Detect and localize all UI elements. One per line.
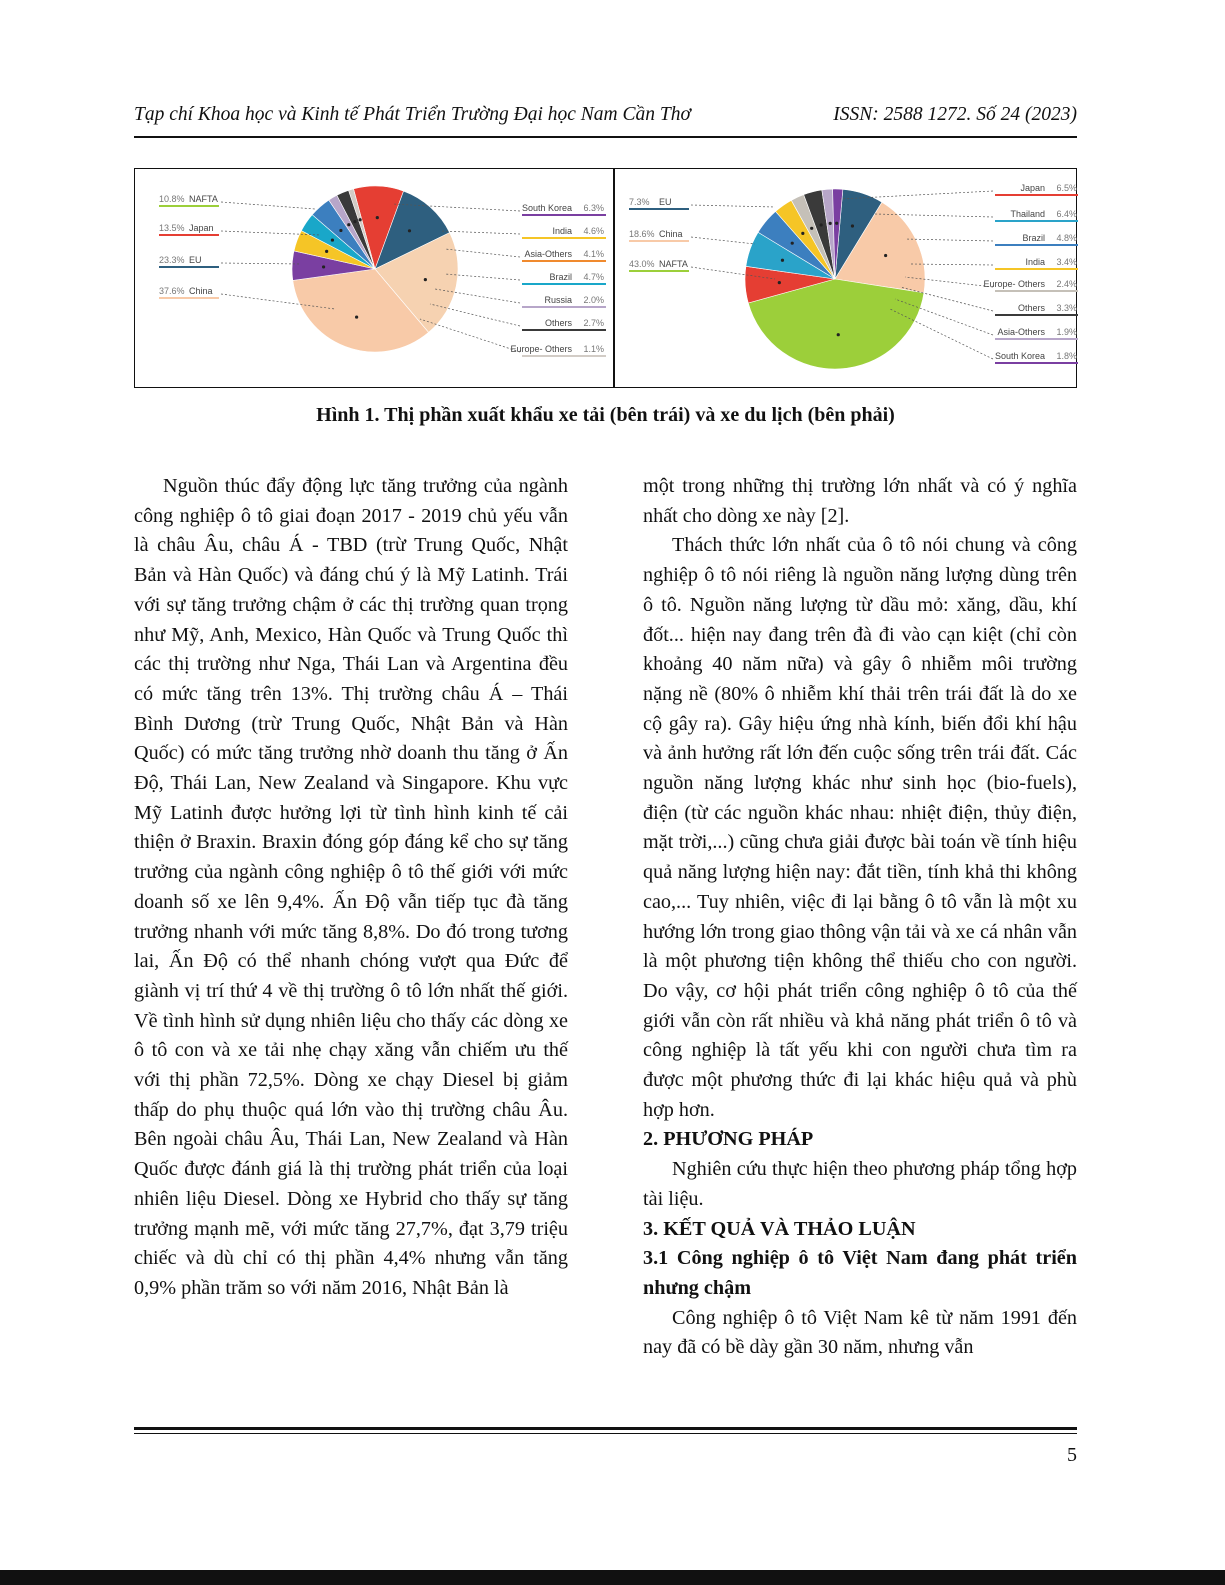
slice-marker bbox=[781, 259, 784, 262]
paragraph: Công nghiệp ô tô Việt Nam kê từ năm 1991 đến nay đã có bề dày gần 30 năm, nhưng vẫn bbox=[643, 1306, 1077, 1359]
leader-line bbox=[905, 239, 993, 241]
legend-value: 1.1% bbox=[583, 344, 604, 354]
journal-title: Tạp chí Khoa học và Kinh tế Phát Triển Trường Đại học Nam Cần Thơ bbox=[134, 104, 691, 125]
right-column bbox=[643, 472, 1077, 1363]
legend-value: 1.8% bbox=[1056, 351, 1077, 361]
left-column bbox=[134, 472, 568, 1304]
slice-marker bbox=[810, 227, 813, 230]
legend-value: 4.6% bbox=[583, 226, 604, 236]
legend-value: 2.0% bbox=[583, 295, 604, 305]
legend-label: Japan bbox=[1020, 183, 1045, 193]
footer-rule-thin bbox=[134, 1433, 1077, 1434]
legend-value: 37.6% bbox=[159, 286, 185, 296]
pie-chart-cars bbox=[629, 183, 1078, 369]
legend-label: Brazil bbox=[549, 272, 572, 282]
legend-label: South Korea bbox=[994, 351, 1045, 361]
legend-value: 23.3% bbox=[159, 255, 185, 265]
slice-marker bbox=[355, 315, 358, 318]
slice-marker bbox=[837, 333, 840, 336]
legend-label: EU bbox=[659, 197, 672, 207]
slice-marker bbox=[339, 229, 342, 232]
figure-caption: Hình 1. Thị phần xuất khẩu xe tải (bên trái) và xe du lịch (bên phải) bbox=[316, 404, 895, 426]
legend-label: Others bbox=[1017, 303, 1045, 313]
legend-value: 13.5% bbox=[159, 223, 185, 233]
legend-value: 2.7% bbox=[583, 318, 604, 328]
legend-label: China bbox=[189, 286, 213, 296]
leader-line bbox=[420, 319, 520, 352]
legend-value: 6.5% bbox=[1056, 183, 1077, 193]
legend-value: 43.0% bbox=[629, 259, 655, 269]
paragraph: Nghiên cứu thực hiện theo phương pháp tổng hợp tài liệu. bbox=[643, 1158, 1077, 1210]
legend-value: 6.3% bbox=[583, 203, 604, 213]
legend-label: Europe- Others bbox=[510, 344, 572, 354]
slice-marker bbox=[791, 242, 794, 245]
slice-marker bbox=[801, 232, 804, 235]
legend-label: Russia bbox=[544, 295, 572, 305]
leader-line bbox=[440, 231, 520, 234]
leader-line bbox=[691, 205, 775, 207]
section-heading: 3. KẾT QUẢ VÀ THẢO LUẬN bbox=[643, 1217, 916, 1240]
footer-rule bbox=[134, 1427, 1077, 1430]
paragraph: Thách thức lớn nhất của ô tô nói chung và công nghiệp ô tô nói riêng là nguồn năng lượng dùng trên ô tô. Nguồn năng lượng từ dầu mỏ: xăng, dầu, khí đốt... hiện nay đang trên đà đi vào cạn kiệt (chỉ còn khoảng 40 năm nữa) và gây ô nhiễm môi trường nặng nề (80% ô nhiễm khí thải trên trái đất là do xe cộ gây ra). Gây hiệu ứng nhà kính, biến đổi khí hậu và ảnh hưởng rất lớn đến cuộc sống trên trái đất. Các nguồn năng lượng khác như sinh học (bio-fuels), điện (từ các nguồn khác nhau: nhiệt điện, thủy điện, mặt trời,...) cũng chưa giải được bài toán về tính hiệu quả năng lượng hiện nay: đắt tiền, tính khả thi không cao,... Tuy nhiên, việc đi lại bằng ô tô vẫn là một xu hướng lớn trong giao thông vận tải và xe cá nhân vẫn là một phương tiện không thể thiếu cho con người. Do vậy, cơ hội phát triển công nghiệp ô tô của thế giới vẫn còn rất nhiều và khả năng phát triển ô tô và công nghiệp là tất yếu khi con người chưa tìm ra được một phương thức đi lại khác hiệu quả và phù hợp hơn. bbox=[643, 534, 1077, 1121]
slice-marker bbox=[851, 224, 854, 227]
issn-info: ISSN: 2588 1272. Số 24 (2023) bbox=[833, 104, 1077, 125]
leader-line bbox=[221, 263, 300, 264]
slice-marker bbox=[835, 222, 838, 225]
legend-label: Thailand bbox=[1010, 209, 1045, 219]
legend-label: South Korea bbox=[521, 203, 572, 213]
subsection-heading: 3.1 Công nghiệp ô tô Việt Nam đang phát triển nhưng chậm bbox=[643, 1247, 1077, 1299]
legend-value: 4.8% bbox=[1056, 233, 1077, 243]
paragraph: Nguồn thúc đẩy động lực tăng trưởng của ngành công nghiệp ô tô giai đoạn 2017 - 2019 chủ yếu vẫn là châu Âu, châu Á - TBD (trừ Trung Quốc, Nhật Bản và Hàn Quốc) và đáng chú ý là Mỹ Latinh. Trái với sự tăng trưởng chậm ở các thị trường quan trọng như Mỹ, Anh, Mexico, Hàn Quốc và Trung Quốc thì các thị trường như Nga, Thái Lan và Argentina đều có mức tăng trên 13%. Thị trường châu Á – Thái Bình Dương (trừ Trung Quốc, Nhật Bản và Hàn Quốc) có mức tăng trưởng nhờ doanh thu tăng ở Ấn Độ, Thái Lan, New Zealand và Singapore. Khu vực Mỹ Latinh được hưởng lợi từ tình hình kinh tế cải thiện ở Braxin. Braxin đóng góp đáng kể cho sự tăng trưởng của ngành công nghiệp ô tô thế giới với mức doanh số xe lên 9,4%. Ấn Độ vẫn tiếp tục đà tăng trưởng nhanh với mức tăng 8,8%. Do đó trong tương lai, Ấn Độ có thể nhanh chóng vượt qua Đức để giành vị trí thứ 4 về thị trường ô tô lớn nhất thế giới. Về tình hình sử dụng nhiên liệu cho thấy các dòng xe ô tô con và xe tải nhẹ chạy xăng vẫn chiếm ưu thế với thị phần 72,5%. Dòng xe chạy Diesel bị giảm thấp do phụ thuộc quá lớn vào thị trường châu Âu. Bên ngoài châu Âu, Thái Lan, New Zealand và Hàn Quốc được đánh giá là thị trường phát triển của loại nhiên liệu Diesel. Dòng xe Hybrid cho thấy sự tăng trưởng mạnh mẽ, với mức tăng 27,7%, đạt 3,79 triệu chiếc và dù chỉ có thị phần 4,4% nhưng vẫn tăng 0,9% phần trăm so với năm 2016, Nhật Bản là bbox=[134, 475, 568, 1299]
section-heading: 2. PHƯƠNG PHÁP bbox=[643, 1128, 814, 1151]
legend-label: China bbox=[659, 229, 683, 239]
slice-marker bbox=[359, 218, 362, 221]
slice-marker bbox=[347, 223, 350, 226]
legend-value: 6.4% bbox=[1056, 209, 1077, 219]
leader-line bbox=[691, 237, 755, 244]
legend-label: India bbox=[552, 226, 572, 236]
slice-marker bbox=[376, 216, 379, 219]
legend-value: 3.3% bbox=[1056, 303, 1077, 313]
legend-label: EU bbox=[189, 255, 202, 265]
slice-marker bbox=[424, 278, 427, 281]
slice-marker bbox=[325, 250, 328, 253]
legend-label: Asia-Others bbox=[524, 249, 572, 259]
legend-value: 2.4% bbox=[1056, 279, 1077, 289]
legend-value: 10.8% bbox=[159, 194, 185, 204]
pie-chart-trucks bbox=[159, 186, 606, 356]
header-rule bbox=[134, 136, 1077, 138]
legend-value: 4.7% bbox=[583, 272, 604, 282]
legend-label: Asia-Others bbox=[997, 327, 1045, 337]
slice-marker bbox=[820, 223, 823, 226]
legend-value: 4.1% bbox=[583, 249, 604, 259]
legend-value: 18.6% bbox=[629, 229, 655, 239]
pie-charts bbox=[135, 169, 1078, 389]
figure-1 bbox=[134, 168, 1077, 388]
page-number: 5 bbox=[1067, 1444, 1077, 1466]
slice-marker bbox=[353, 220, 356, 223]
legend-label: Europe- Others bbox=[983, 279, 1045, 289]
slice-marker bbox=[331, 238, 334, 241]
slice-marker bbox=[884, 254, 887, 257]
legend-label: Japan bbox=[189, 223, 214, 233]
legend-value: 3.4% bbox=[1056, 257, 1077, 267]
paragraph: một trong những thị trường lớn nhất và có ý nghĩa nhất cho dòng xe này [2]. bbox=[643, 475, 1077, 527]
legend-label: India bbox=[1025, 257, 1045, 267]
slice-marker bbox=[778, 281, 781, 284]
legend-label: NAFTA bbox=[189, 194, 218, 204]
scan-edge bbox=[0, 1570, 1225, 1585]
legend-value: 7.3% bbox=[629, 197, 650, 207]
slice-marker bbox=[322, 265, 325, 268]
legend-label: Others bbox=[544, 318, 572, 328]
legend-label: Brazil bbox=[1022, 233, 1045, 243]
legend-value: 1.9% bbox=[1056, 327, 1077, 337]
leader-line bbox=[221, 202, 315, 209]
slice-marker bbox=[408, 229, 411, 232]
legend-label: NAFTA bbox=[659, 259, 688, 269]
slice-marker bbox=[829, 222, 832, 225]
